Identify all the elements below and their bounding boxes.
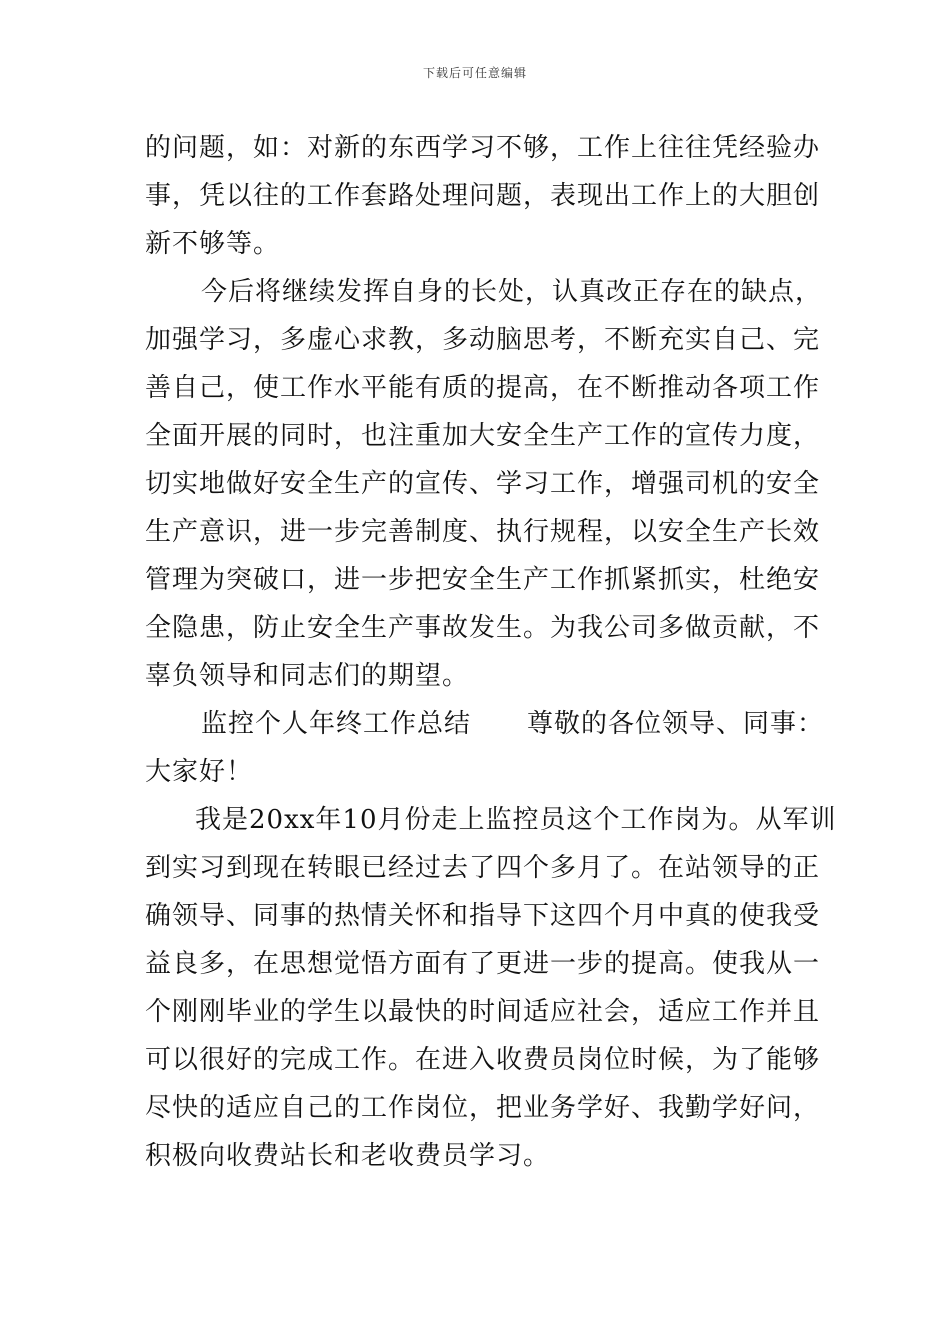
text-line: 今后将继续发挥自身的长处，认真改正存在的缺点， [201, 277, 823, 307]
text-line: 全面开展的同时，也注重加大安全生产工作的宣传力度， [145, 421, 821, 451]
text-line: 尽快的适应自己的工作岗位，把业务学好、我勤学好问， [145, 1093, 821, 1123]
text-line: 到实习到现在转眼已经过去了四个多月了。在站领导的正 [145, 853, 821, 883]
text-line: 事，凭以往的工作套路处理问题，表现出工作上的大胆创 [145, 181, 821, 211]
text-line: 切实地做好安全生产的宣传、学习工作，增强司机的安全 [145, 469, 821, 499]
text-line: 大家好！ [145, 757, 254, 787]
text-line: 确领导、同事的热情关怀和指导下这四个月中真的使我受 [145, 901, 821, 931]
text-line: 善自己，使工作水平能有质的提高，在不断推动各项工作 [145, 373, 821, 403]
text-line: 加强学习，多虚心求教，多动脑思考，不断充实自己、完 [145, 325, 821, 355]
section-title: 监控个人年终工作总结 [201, 709, 472, 739]
text-line: 管理为突破口，进一步把安全生产工作抓紧抓实，杜绝安 [145, 565, 821, 595]
title-line [145, 700, 825, 748]
text-line: 新不够等。 [145, 229, 281, 259]
text-line: 辜负领导和同志们的期望。 [145, 661, 470, 691]
document-body [145, 124, 837, 1180]
text-line: 生产意识，进一步完善制度、执行规程，以安全生产长效 [145, 517, 821, 547]
text-line: 的问题，如：对新的东西学习不够，工作上往往凭经验办 [145, 133, 821, 163]
page-header: 下载后可任意编辑 [422, 66, 527, 80]
text-line: 我是20xx年10月份走上监控员这个工作岗为。从军训 [195, 805, 837, 835]
text-line: 积极向收费站长和老收费员学习。 [145, 1141, 551, 1171]
salutation: 尊敬的各位领导、同事： [527, 709, 825, 739]
text-line: 个刚刚毕业的学生以最快的时间适应社会，适应工作并且 [145, 997, 821, 1027]
text-line: 全隐患，防止安全生产事故发生。为我公司多做贡献，不 [145, 613, 821, 643]
text-line: 可以很好的完成工作。在进入收费员岗位时候，为了能够 [145, 1045, 821, 1075]
text-line: 益良多，在思想觉悟方面有了更进一步的提高。使我从一 [145, 949, 821, 979]
